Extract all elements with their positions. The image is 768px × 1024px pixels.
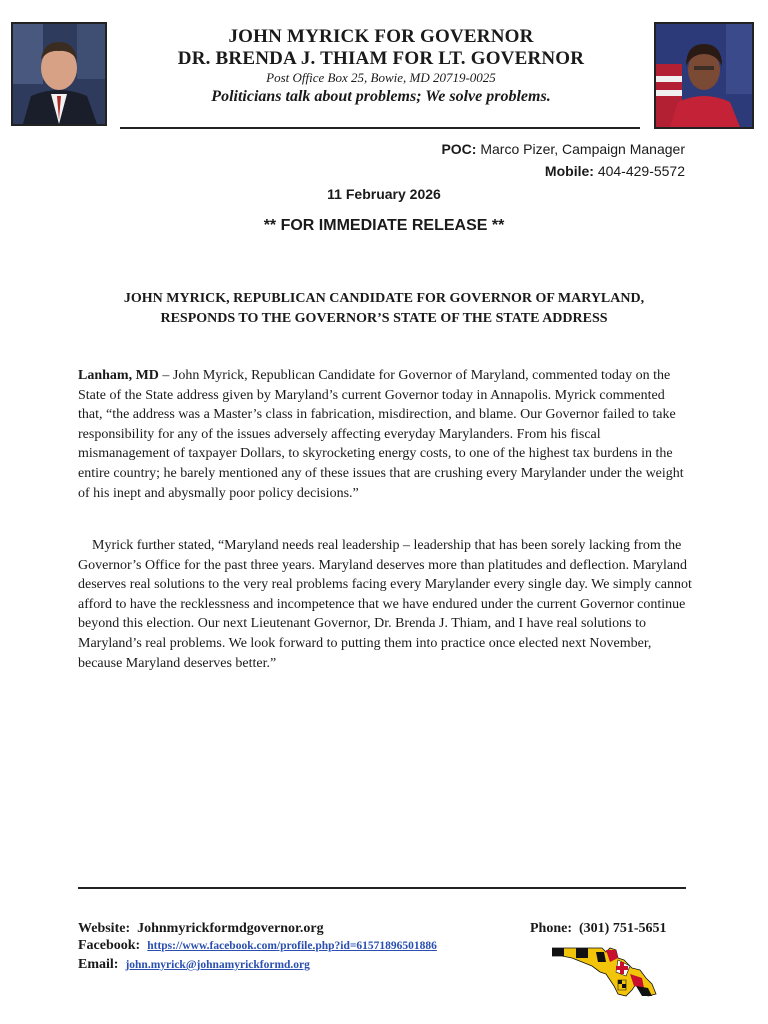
campaign-address: Post Office Box 25, Bowie, MD 20719-0025 <box>266 70 496 85</box>
footer-website <box>78 921 324 937</box>
body-paragraph-2: Myrick further stated, “Maryland needs real leadership – leadership that has been sorely lacking from the Governor’s Office for the past three years. Maryland deserves more than platitudes and deflection. Maryland deserves real solutions to the very real problems facing every Marylander every single day. We simply cannot afford to have the recklessness and incompetence that we have endured under the current Governor continue beyond this election. Our next Lieutenant Governor, Dr. Brenda J. Thiam, and I have real solutions to Maryland’s real problems. We look forward to putting them into practice once elected next November, because Maryland deserves better.” <box>78 538 692 671</box>
dateline: Lanham, MD <box>78 368 159 383</box>
headline-line-2: RESPONDS TO THE GOVERNOR’S STATE OF THE STATE ADDRESS <box>160 311 608 326</box>
footer-phone <box>530 921 667 937</box>
release-date: 11 February 2026 <box>327 186 441 202</box>
headline-line-1: JOHN MYRICK, REPUBLICAN CANDIDATE FOR GOVERNOR OF MARYLAND, <box>123 291 645 306</box>
paragraph-1-text: – John Myrick, Republican Candidate for Governor of Maryland, commented today on the State of the State address given by Maryland’s current Governor today in Annapolis. Myrick commented that, “the address was a Master’s class in fabrication, misdirection, and blame. Our Governor failed to take responsibility for any of the issues adversely affecting everyday Marylanders. From his fiscal mismanagement of taxpayer Dollars, to skyrocketing energy costs, to one of the highest tax burdens in the entire country; he barely mentioned any of these issues that are crushing every Marylander under the weight of his inept and abysmally poor policy decisions.” <box>78 368 684 501</box>
poc-value: Marco Pizer, Campaign Manager <box>480 141 685 157</box>
maryland-flag-map-icon <box>552 944 660 1000</box>
phone-label: Phone: <box>530 921 572 936</box>
mobile-value: 404-429-5572 <box>597 163 685 179</box>
website-label: Website: <box>78 921 131 936</box>
facebook-label: Facebook: <box>78 938 141 953</box>
poc-line <box>441 141 685 157</box>
header-divider <box>120 127 640 129</box>
campaign-title: JOHN MYRICK FOR GOVERNOR <box>228 26 534 47</box>
phone-value: (301) 751-5651 <box>579 921 667 936</box>
running-mate-title: DR. BRENDA J. THIAM FOR LT. GOVERNOR <box>177 48 585 69</box>
press-headline <box>60 289 708 329</box>
campaign-slogan: Politicians talk about problems; We solve problems. <box>211 88 551 105</box>
body-paragraph-1 <box>78 366 692 503</box>
mobile-line <box>545 163 685 179</box>
running-mate-portrait-icon <box>654 22 754 129</box>
release-banner: ** FOR IMMEDIATE RELEASE ** <box>263 217 505 234</box>
email-label: Email: <box>78 957 119 972</box>
footer-facebook <box>78 938 437 954</box>
facebook-link[interactable]: https://www.facebook.com/profile.php?id=61571896501886 <box>147 940 437 952</box>
poc-label: POC: <box>441 141 477 157</box>
email-link[interactable]: john.myrick@johnamyrickformd.org <box>125 959 310 971</box>
mobile-label: Mobile: <box>544 163 594 179</box>
footer-email <box>78 957 310 973</box>
candidate-portrait-icon <box>11 22 107 126</box>
website-link[interactable]: Johnmyrickformdgovernor.org <box>137 921 324 936</box>
footer-divider <box>78 887 686 889</box>
